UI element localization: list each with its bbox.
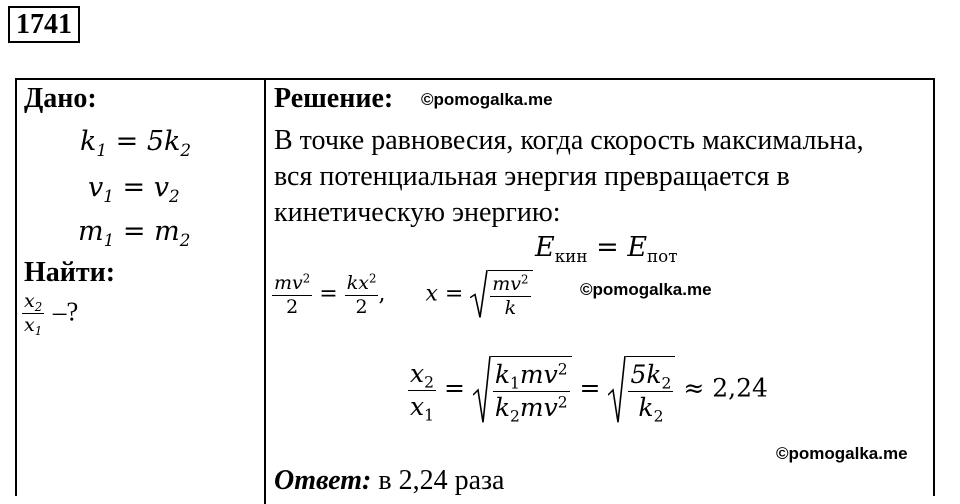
watermark: ©pomogalka.me	[580, 280, 712, 299]
given-eq-m: $m_1 = m_2$	[78, 216, 191, 250]
ratio-result-equation: $\frac{x_2}{x_1}$ = $\frac{k_1mv^2}{k_2mv^2}$ = $\frac{5k_2}{k_2}$ ≈ 2,24	[408, 356, 768, 424]
answer-line	[274, 466, 504, 496]
solution-heading: Решение:	[274, 83, 394, 114]
energy-balance-equation: $\frac{mv^2}{2}$ = $\frac{kx^2}{2}$ , x = $\frac{mv^2}{k}$	[272, 270, 533, 319]
answer-label: Ответ:	[274, 465, 372, 496]
solution-text-line-2: вся потенциальная энергия превращается в	[274, 161, 790, 192]
solution-text-line-1: В точке равновесия, когда скорость максимальна,	[274, 125, 864, 156]
given-heading: Дано:	[24, 83, 97, 114]
given-eq-k: $k_1 = 5k_2$	[80, 126, 192, 160]
column-divider	[264, 78, 266, 504]
find-heading: Найти:	[24, 257, 116, 288]
sqrt-sign: $\frac{k_1mv^2}{k_2mv^2}$	[473, 356, 572, 424]
problem-number: 1741	[8, 6, 80, 43]
energy-equation: $E_{кин} = E_{пот}$	[535, 232, 678, 266]
sqrt-sign: $\frac{mv^2}{k}$	[470, 270, 532, 319]
answer-text: в 2,24 раза	[378, 465, 505, 496]
find-ratio: $\frac{x_2}{x_1}$ –?	[24, 290, 79, 339]
given-eq-v: $v_1 = v_2$	[88, 172, 180, 206]
watermark: ©pomogalka.me	[421, 90, 553, 109]
sqrt-sign: $\frac{5k_2}{k_2}$	[608, 356, 675, 424]
solution-text-line-3: кинетическую энергию:	[274, 197, 561, 228]
watermark: ©pomogalka.me	[776, 444, 908, 463]
